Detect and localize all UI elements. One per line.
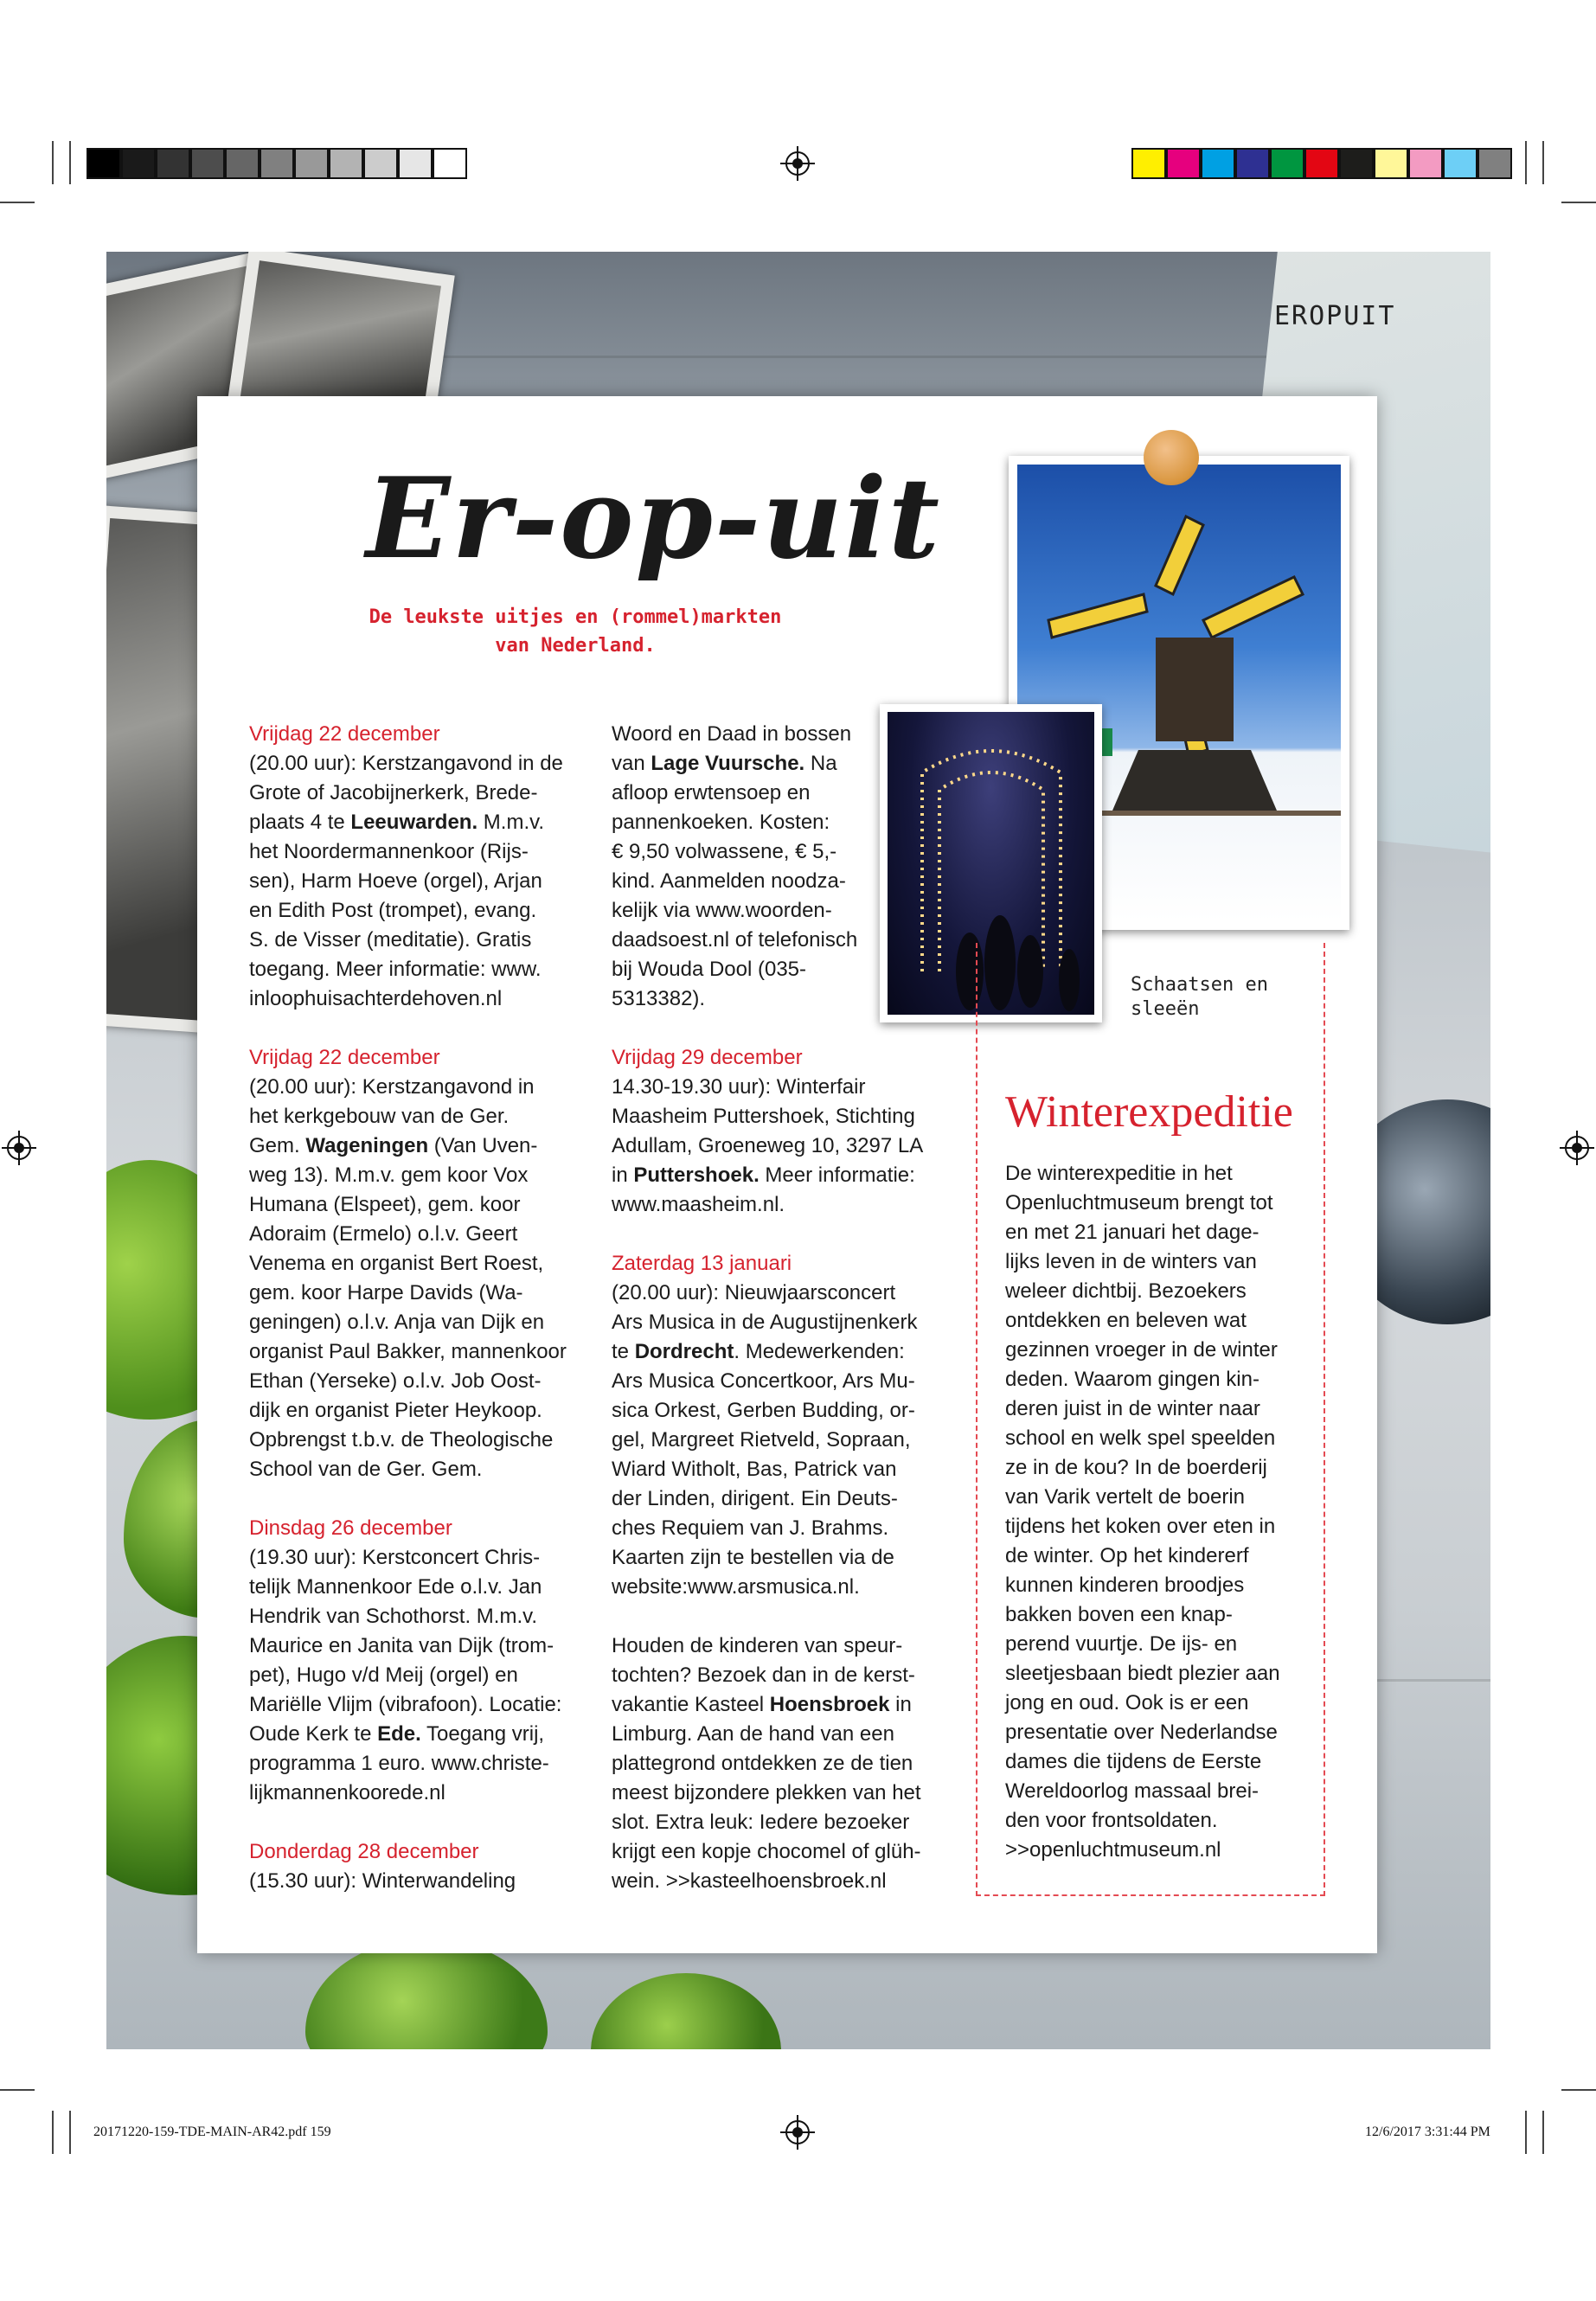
event-item	[249, 1043, 586, 1484]
event-text-line: Hendrik van Schothorst. M.m.v.	[249, 1605, 537, 1628]
sidebar-text-line: Openluchtmuseum brengt tot	[1005, 1191, 1273, 1215]
sidebar-text-line: presentatie over Nederlandse	[1005, 1721, 1278, 1744]
event-item	[249, 720, 586, 1014]
sidebar-text-line: school en welk spel speelden	[1005, 1426, 1276, 1450]
page-subtitle	[329, 603, 822, 660]
event-text-line: slot. Extra leuk: Iedere bezoeker	[612, 1811, 910, 1834]
registration-mark-icon	[7, 1136, 31, 1160]
sidebar-text-line: bakken boven een knap-	[1005, 1603, 1233, 1626]
event-text-line: programma 1 euro. www.christe-	[249, 1752, 549, 1775]
event-text-line: weg 13). M.m.v. gem koor Vox	[249, 1163, 529, 1187]
event-text-line: 14.30-19.30 uur): Winterfair	[612, 1075, 866, 1099]
section-tag: EROPUIT	[1274, 301, 1396, 331]
event-item	[612, 1043, 949, 1220]
event-date-heading: Donderdag 28 december	[249, 1840, 479, 1863]
sidebar-text-line: weleer dichtbij. Bezoekers	[1005, 1279, 1247, 1303]
place-name: Puttershoek.	[633, 1163, 760, 1187]
caption-line: sleeën	[1131, 998, 1200, 1020]
crop-mark	[52, 2111, 54, 2154]
sidebar-text	[1005, 1159, 1317, 1865]
sidebar-text-line: De winterexpeditie in het	[1005, 1162, 1233, 1185]
crop-mark	[69, 141, 71, 184]
event-text-line: Ars Musica in de Augustijnenkerk	[612, 1311, 918, 1334]
event-text-line: te	[612, 1340, 635, 1363]
calibration-swatch	[1304, 148, 1339, 179]
event-text-line: geningen) o.l.v. Anja van Dijk en	[249, 1311, 545, 1334]
event-text-line: lijkmannenkoorede.nl	[249, 1781, 445, 1804]
event-text-line: het Noordermannenkoor (Rijs-	[249, 840, 529, 863]
event-text-line: sen), Harm Hoeve (orgel), Arjan	[249, 869, 542, 893]
event-text-line: www.maasheim.nl.	[612, 1193, 785, 1216]
sidebar-text-line: deden. Waarom gingen kin-	[1005, 1368, 1259, 1391]
event-text-line: telijk Mannenkoor Ede o.l.v. Jan	[249, 1575, 542, 1599]
place-name: Ede.	[377, 1722, 421, 1746]
event-date-heading: Vrijdag 29 december	[612, 1046, 803, 1069]
event-text-line: Na	[804, 752, 837, 775]
event-text-line: Woord en Daad in bossen	[612, 722, 852, 746]
calibration-swatch	[1443, 148, 1477, 179]
event-date-heading: Vrijdag 22 december	[249, 722, 440, 746]
subtitle-line: De leukste uitjes en (rommel)markten	[369, 606, 782, 628]
sidebar-text-line: sleetjesbaan biedt plezier aan	[1005, 1662, 1280, 1685]
sidebar-text-line: >>openluchtmuseum.nl	[1005, 1838, 1221, 1862]
event-text-line: (19.30 uur): Kerstconcert Chris-	[249, 1546, 541, 1569]
event-text-line: (15.30 uur): Winterwandeling	[249, 1869, 516, 1893]
calibration-swatch	[1235, 148, 1270, 179]
sidebar-text-line: lijks leven in de winters van	[1005, 1250, 1257, 1273]
event-text-line: inloophuisachterdehoven.nl	[249, 987, 503, 1010]
crop-mark	[69, 2111, 71, 2154]
calibration-swatch	[1131, 148, 1166, 179]
event-text-line: € 9,50 volwassene, € 5,-	[612, 840, 837, 863]
calibration-swatch	[87, 148, 121, 179]
event-text-line: Ars Musica Concertkoor, Ars Mu-	[612, 1369, 915, 1393]
calibration-swatch	[1166, 148, 1201, 179]
event-item	[249, 1837, 586, 1896]
event-text-line: (Van Uven-	[428, 1134, 538, 1157]
sidebar-text-line: jong en oud. Ook is er een	[1005, 1691, 1249, 1715]
event-item	[612, 1631, 949, 1896]
caption-line: Schaatsen en	[1131, 974, 1268, 996]
sidebar-text-line: perend vuurtje. De ijs- en	[1005, 1632, 1238, 1656]
registration-mark-icon	[785, 2120, 810, 2144]
calibration-swatch	[1374, 148, 1408, 179]
event-text-line: (20.00 uur): Kerstzangavond in	[249, 1075, 535, 1099]
sidebar-text-line: van Varik vertelt de boerin	[1005, 1485, 1246, 1509]
sidebar-text-line: deren juist in de winter naar	[1005, 1397, 1260, 1420]
page-title: Er-op-uit	[366, 454, 941, 584]
sidebar-text-line: Wereldoorlog massaal brei-	[1005, 1779, 1259, 1803]
crop-mark	[1561, 202, 1596, 203]
calibration-swatch	[329, 148, 363, 179]
calibration-swatch	[1339, 148, 1374, 179]
event-text-line: vakantie Kasteel	[612, 1693, 770, 1716]
event-text-line: kind. Aanmelden noodza-	[612, 869, 846, 893]
event-text-line: het kerkgebouw van de Ger.	[249, 1105, 510, 1128]
footer-file: 20171220-159-TDE-MAIN-AR42.pdf 159	[93, 2125, 331, 2139]
sidebar-text-line: ontdekken en beleven wat	[1005, 1309, 1247, 1332]
event-text-line: afloop erwtensoep en	[612, 781, 811, 804]
event-text-line: Adoraim (Ermelo) o.l.v. Geert	[249, 1222, 518, 1246]
event-text-line: Toegang vrij,	[420, 1722, 545, 1746]
event-text-line: in	[889, 1693, 912, 1716]
calibration-swatch	[398, 148, 433, 179]
event-text-line: School van de Ger. Gem.	[249, 1458, 483, 1481]
calibration-swatch	[433, 148, 467, 179]
event-text-line: S. de Visser (meditatie). Gratis	[249, 928, 532, 952]
subtitle-line: van Nederland.	[495, 635, 656, 657]
event-text-line: dijk en organist Pieter Heykoop.	[249, 1399, 542, 1422]
event-item	[612, 1249, 949, 1602]
event-text-line: der Linden, dirigent. Ein Deuts-	[612, 1487, 898, 1510]
event-text-line: van	[612, 752, 651, 775]
calibration-swatch	[121, 148, 156, 179]
event-text-line: website:www.arsmusica.nl.	[612, 1575, 860, 1599]
calibration-swatch	[294, 148, 329, 179]
event-text-line: wein. >>kasteelhoensbroek.nl	[612, 1869, 887, 1893]
crop-mark	[1561, 2089, 1596, 2091]
sidebar-text-line: en met 21 januari het dage-	[1005, 1221, 1259, 1244]
event-text-line: Kaarten zijn te bestellen via de	[612, 1546, 894, 1569]
event-text-line: gel, Margreet Rietveld, Sopraan,	[612, 1428, 911, 1452]
calibration-swatch	[260, 148, 294, 179]
event-text-line: . Medewerkenden:	[734, 1340, 905, 1363]
sidebar-text-line: ze in de kou? In de boerderij	[1005, 1456, 1267, 1479]
event-text-line: plattegrond ontdekken ze de tien	[612, 1752, 913, 1775]
event-date-heading: Dinsdag 26 december	[249, 1516, 452, 1540]
calibration-swatch	[1201, 148, 1235, 179]
event-text-line: (20.00 uur): Kerstzangavond in de	[249, 752, 563, 775]
event-text-line: Mariëlle Vlijm (vibrafoon). Locatie:	[249, 1693, 562, 1716]
place-name: Hoensbroek	[769, 1693, 890, 1716]
place-name: Dordrecht	[634, 1340, 734, 1363]
event-text-line: bij Wouda Dool (035-	[612, 958, 807, 981]
place-name: Lage Vuursche.	[651, 752, 805, 775]
event-text-line: pannenkoeken. Kosten:	[612, 811, 830, 834]
event-text-line: Grote of Jacobijnerkerk, Brede-	[249, 781, 538, 804]
event-text-line: 5313382).	[612, 987, 706, 1010]
sidebar-text-line: tijdens het koken over eten in	[1005, 1515, 1276, 1538]
calibration-swatch	[156, 148, 190, 179]
event-text-line: toegang. Meer informatie: www.	[249, 958, 542, 981]
event-text-line: kelijk via www.woorden-	[612, 899, 832, 922]
sidebar-text-line: gezinnen vroeger in de winter	[1005, 1338, 1278, 1362]
event-text-line: krijgt een kopje chocomel of glüh-	[612, 1840, 921, 1863]
calibration-swatch	[225, 148, 260, 179]
sidebar-text-line: de winter. Op het kindererf	[1005, 1544, 1249, 1567]
calibration-swatch	[363, 148, 398, 179]
crop-mark	[1542, 2111, 1544, 2154]
event-text-line: M.m.v.	[478, 811, 545, 834]
calibration-swatch	[1408, 148, 1443, 179]
event-text-line: organist Paul Bakker, mannenkoor	[249, 1340, 567, 1363]
left-column	[249, 720, 586, 1926]
event-text-line: Oude Kerk te	[249, 1722, 378, 1746]
event-text-line: gem. koor Harpe Davids (Wa-	[249, 1281, 523, 1304]
event-date-heading: Vrijdag 22 december	[249, 1046, 440, 1069]
event-text-line: tochten? Bezoek dan in de kerst-	[612, 1663, 915, 1687]
crop-mark	[0, 202, 35, 203]
registration-mark-icon	[785, 151, 810, 176]
event-text-line: Venema en organist Bert Roest,	[249, 1252, 544, 1275]
sidebar-text-line: dames die tijdens de Eerste	[1005, 1750, 1262, 1773]
place-name: Wageningen	[305, 1134, 429, 1157]
event-text-line: Limburg. Aan de hand van een	[612, 1722, 894, 1746]
calibration-swatch	[1270, 148, 1304, 179]
event-text-line: Meer informatie:	[759, 1163, 915, 1187]
footer-timestamp: 12/6/2017 3:31:44 PM	[1365, 2125, 1490, 2139]
event-item	[249, 1514, 586, 1808]
event-text-line: ches Requiem van J. Brahms.	[612, 1516, 889, 1540]
crop-mark	[0, 2089, 35, 2091]
place-name: Leeuwarden.	[350, 811, 478, 834]
event-text-line: pet), Hugo v/d Meij (orgel) en	[249, 1663, 518, 1687]
event-text-line: en Edith Post (trompet), evang.	[249, 899, 537, 922]
crop-mark	[1542, 141, 1544, 184]
crop-mark	[52, 141, 54, 184]
crop-mark	[1525, 141, 1527, 184]
sidebar-title: Winterexpeditie	[1005, 1087, 1293, 1137]
event-text-line: in	[612, 1163, 634, 1187]
crop-mark	[1525, 2111, 1527, 2154]
event-text-line: Opbrengst t.b.v. de Theologische	[249, 1428, 554, 1452]
registration-mark-icon	[1565, 1136, 1589, 1160]
event-text-line: (20.00 uur): Nieuwjaarsconcert	[612, 1281, 896, 1304]
event-text-line: Maasheim Puttershoek, Stichting	[612, 1105, 915, 1128]
event-text-line: Adullam, Groeneweg 10, 3297 LA	[612, 1134, 924, 1157]
event-date-heading: Zaterdag 13 januari	[612, 1252, 792, 1275]
event-text-line: plaats 4 te	[249, 811, 351, 834]
event-text-line: Wiard Witholt, Bas, Patrick van	[612, 1458, 897, 1481]
event-text-line: sica Orkest, Gerben Budding, or-	[612, 1399, 915, 1422]
event-text-line: Humana (Elspeet), gem. koor	[249, 1193, 521, 1216]
sidebar-text-line: kunnen kinderen broodjes	[1005, 1574, 1245, 1597]
event-text-line: Ethan (Yerseke) o.l.v. Job Oost-	[249, 1369, 542, 1393]
calibration-swatch	[190, 148, 225, 179]
event-text-line: meest bijzondere plekken van het	[612, 1781, 921, 1804]
event-text-line: daadsoest.nl of telefonisch	[612, 928, 858, 952]
event-text-line: Houden de kinderen van speur-	[612, 1634, 903, 1657]
pin-icon	[1144, 430, 1199, 485]
event-text-line: Gem.	[249, 1134, 306, 1157]
sidebar-text-line: den voor frontsoldaten.	[1005, 1809, 1218, 1832]
calibration-swatch	[1477, 148, 1512, 179]
event-text-line: Maurice en Janita van Dijk (trom-	[249, 1634, 554, 1657]
